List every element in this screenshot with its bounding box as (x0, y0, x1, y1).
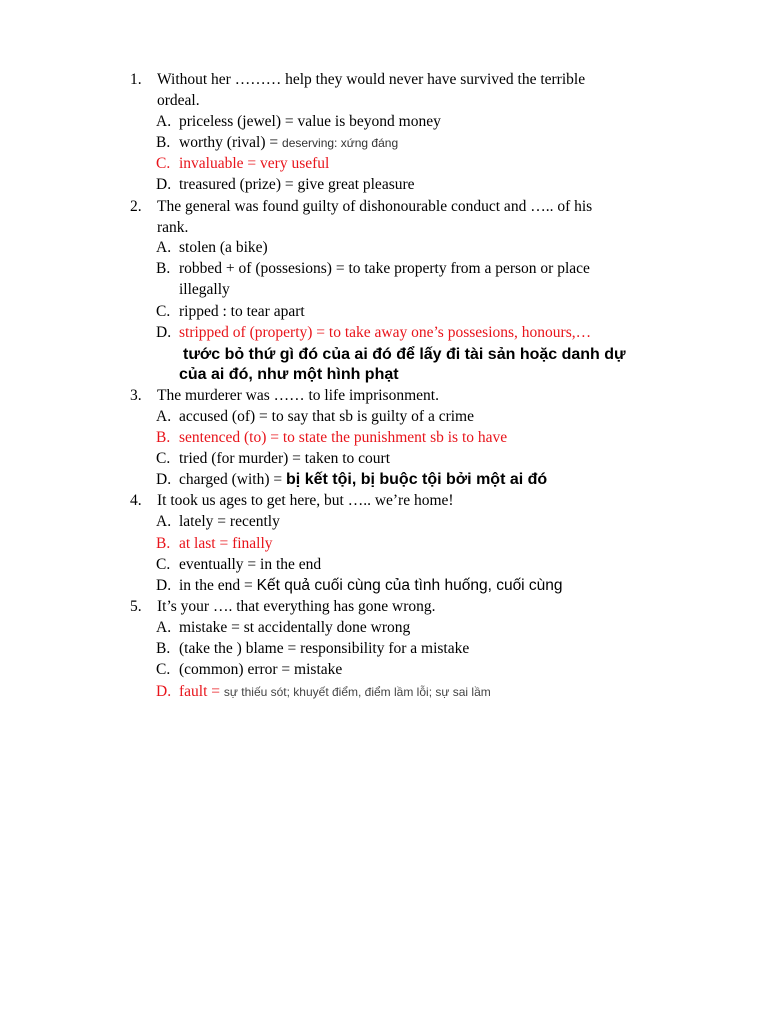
question-number: 3. (130, 387, 142, 404)
option-text: ripped : to tear apart (179, 303, 305, 320)
option-text: priceless (jewel) = value is beyond money (179, 113, 441, 130)
option-text: invaluable = very useful (179, 155, 330, 172)
option-letter: D. (156, 176, 172, 193)
option-text: at last = finally (179, 535, 273, 552)
question-text: The general was found guilty of dishonourable conduct and ….. of his (157, 198, 593, 215)
option-text: treasured (prize) = give great pleasure (179, 176, 415, 193)
option-letter: B. (156, 134, 171, 151)
option-letter: B. (156, 260, 171, 277)
option-letter: A. (156, 408, 172, 425)
option-note: bị kết tội, bị buộc tội bởi một ai đó (286, 471, 548, 488)
option-text: (common) error = mistake (179, 661, 343, 678)
option-note: sự thiếu sót; khuyết điểm, điểm lầm lỗi; sự sai lầm (223, 685, 491, 699)
option-letter: D. (156, 577, 172, 594)
option-text (179, 469, 547, 490)
option-letter: A. (156, 239, 172, 256)
option-text-answer: stripped of (property) = to take away one’s possesions, honours,… (179, 324, 592, 341)
option-letter: C. (156, 661, 171, 678)
option-letter: C. (156, 303, 171, 320)
option-letter: C. (156, 155, 171, 172)
option-text-continued: illegally (179, 281, 230, 298)
option-letter: D. (156, 324, 172, 341)
option-text-main: worthy (rival) = (179, 134, 283, 151)
option-letter: A. (156, 113, 172, 130)
option-note: Kết quả cuối cùng của tình huống, cuối cùng (256, 577, 563, 594)
option-letter: A. (156, 513, 172, 530)
question-text-continued: rank. (157, 219, 189, 236)
question-text: It’s your …. that everything has gone wrong. (157, 598, 436, 615)
option-letter: B. (156, 535, 171, 552)
question-number: 1. (130, 71, 142, 88)
option-text: (take the ) blame = responsibility for a mistake (179, 640, 470, 657)
question-text: Without her ……… help they would never have survived the terrible (157, 71, 586, 88)
option-text: accused (of) = to say that sb is guilty of a crime (179, 408, 474, 425)
option-text-main: in the end = (179, 577, 257, 594)
question-text: The murderer was …… to life imprisonment. (157, 387, 439, 404)
question-number: 5. (130, 598, 142, 615)
option-text-main: charged (with) = (179, 471, 287, 488)
question-number: 4. (130, 492, 142, 509)
question-text: It took us ages to get here, but ….. we’re home! (157, 492, 454, 509)
option-text: eventually = in the end (179, 556, 322, 573)
question-number: 2. (130, 198, 142, 215)
option-text: lately = recently (179, 513, 280, 530)
option-text (179, 681, 491, 703)
option-text: mistake = st accidentally done wrong (179, 619, 411, 636)
option-2d-note: tước bỏ thứ gì đó của ai đó để lấy đi tài sản hoặc danh dự (183, 346, 626, 363)
option-text: sentenced (to) = to state the punishment sb is to have (179, 429, 508, 446)
option-letter: D. (156, 683, 172, 700)
option-letter: C. (156, 556, 171, 573)
option-text-main: fault = (179, 683, 224, 700)
option-letter: D. (156, 471, 172, 488)
option-text: tried (for murder) = taken to court (179, 450, 391, 467)
option-letter: C. (156, 450, 171, 467)
option-letter: B. (156, 640, 171, 657)
option-note: deserving: xứng đáng (282, 136, 399, 150)
option-text: robbed + of (possesions) = to take property from a person or place (179, 260, 590, 277)
option-letter: A. (156, 619, 172, 636)
option-text (179, 132, 398, 154)
question-text-continued: ordeal. (157, 92, 200, 109)
option-text (179, 575, 563, 596)
option-letter: B. (156, 429, 171, 446)
option-2d-note-continued: của ai đó, như một hình phạt (179, 366, 399, 383)
option-text: stolen (a bike) (179, 239, 268, 256)
